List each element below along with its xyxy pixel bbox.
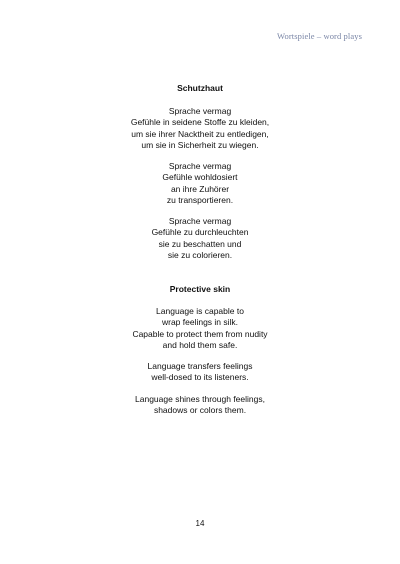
german-stanza-2 bbox=[0, 161, 400, 207]
poem-line: Sprache vermag bbox=[168, 216, 232, 226]
english-stanza-1 bbox=[0, 306, 400, 352]
poem-line: Sprache vermag bbox=[168, 161, 232, 171]
poem-line: and hold them safe. bbox=[162, 340, 238, 351]
poem-line: Language is capable to bbox=[156, 306, 244, 316]
english-stanza-3 bbox=[0, 394, 400, 417]
poem-line: an ihre Zuhörer bbox=[170, 183, 230, 194]
poem-line: zu transportieren. bbox=[166, 195, 234, 206]
poem-line: sie zu beschatten und bbox=[158, 238, 242, 249]
poem-line: shadows or colors them. bbox=[153, 405, 247, 416]
german-stanza-1 bbox=[0, 106, 400, 152]
poem-line: Gefühle zu durchleuchten bbox=[151, 227, 249, 238]
poem-line: um sie in Sicherheit zu wiegen. bbox=[141, 140, 259, 151]
german-poem-title: Schutzhaut bbox=[177, 83, 223, 93]
poem-line: Gefühle wohldosiert bbox=[162, 172, 238, 183]
poem-line: well-dosed to its listeners. bbox=[151, 372, 249, 383]
poem-line: Language transfers feelings bbox=[147, 361, 253, 371]
german-poem bbox=[0, 83, 400, 93]
poem-line: Sprache vermag bbox=[168, 106, 232, 116]
english-stanza-2 bbox=[0, 361, 400, 384]
german-stanza-3 bbox=[0, 216, 400, 262]
page-number: 14 bbox=[195, 519, 205, 528]
english-poem bbox=[0, 284, 400, 294]
poem-line: wrap feelings in silk. bbox=[161, 317, 239, 328]
poem-line: Language shines through feelings, bbox=[135, 394, 265, 404]
poem-line: sie zu colorieren. bbox=[167, 250, 233, 261]
english-poem-title: Protective skin bbox=[169, 284, 231, 294]
poem-line: Capable to protect them from nudity bbox=[132, 328, 268, 339]
running-header: Wortspiele – word plays bbox=[277, 31, 362, 41]
poem-line: um sie ihrer Nacktheit zu entledigen, bbox=[131, 128, 269, 139]
poem-line: Gefühle in seidene Stoffe zu kleiden, bbox=[130, 117, 270, 128]
